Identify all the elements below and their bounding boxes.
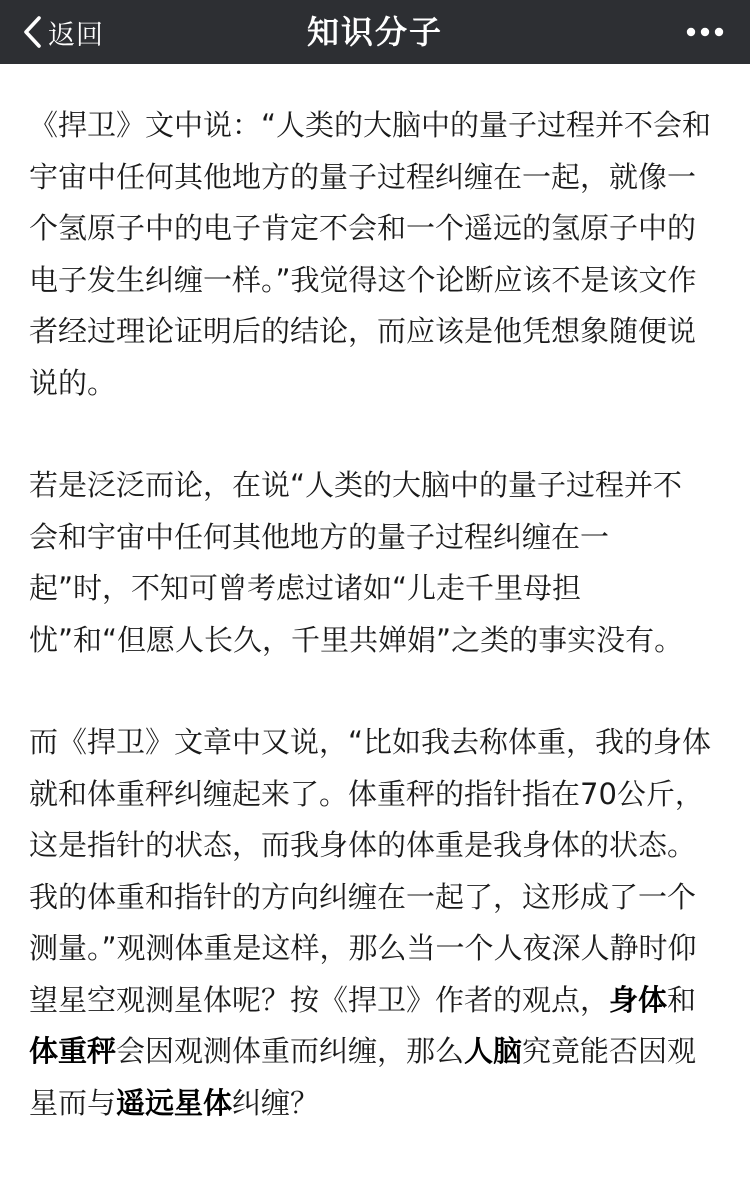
- article-paragraph-2: [29, 460, 723, 666]
- navigation-bar: [0, 0, 750, 64]
- paragraph-3-text-5: 纠缠？: [232, 1085, 320, 1120]
- highlight-distant-star: 遥远星体: [116, 1085, 233, 1120]
- paragraph-3-text-1: 而《捍卫》文章中又说，“比如我去称体重，我的身体就和体重秤纠缠起来了。体重秤的指针指在70公斤，这是指针的状态，而我身体的体重是我身体的状态。我的体重和指针的方向纠缠在一起了，这形成了一个测量。”观测体重是这样，那么当一个人夜深人静时仰望星空观测星体呢？按《捍卫》作者的观点，: [29, 725, 712, 1017]
- page-title: 知识分子: [306, 13, 443, 51]
- highlight-body: 身体: [609, 982, 668, 1017]
- article-paragraph-1: 《捍卫》文中说：“人类的大脑中的量子过程并不会和宇宙中任何其他地方的量子过程纠缠在一起，就像一个氢原子中的电子肯定不会和一个遥远的氢原子中的电子发生纠缠一样。”我觉得这个论断应该不是该文作者经过理论证明后的结论，而应该是他凭想象随便说说的。: [29, 108, 712, 400]
- article-paragraph-3: [29, 717, 723, 1129]
- back-button-label: 返回: [48, 19, 104, 51]
- article-body: [29, 64, 723, 1129]
- more-button[interactable]: [686, 0, 724, 64]
- back-button[interactable]: [22, 0, 104, 64]
- chevron-left-icon: [22, 15, 42, 49]
- paragraph-3-text-2: 和: [667, 982, 697, 1017]
- paragraph-2-line-3: 起”时，不知可曾考虑过诸如“儿走千里母担: [29, 571, 582, 605]
- paragraph-2-line-1: 若是泛泛而论，在说“人类的大脑中的量子过程并不: [29, 468, 683, 502]
- paragraph-3-text-4: 究竟能否因观星而与: [29, 1034, 697, 1120]
- highlight-scale: 体重秤: [29, 1034, 117, 1068]
- highlight-brain: 人脑: [464, 1034, 523, 1068]
- paragraph-3-text-3: 会因观测体重而纠缠，那么: [116, 1034, 465, 1068]
- more-horizontal-icon: [686, 27, 724, 37]
- paragraph-2-line-4: 忧”和“但愿人长久，千里共婵娟”之类的事实没有。: [29, 622, 684, 657]
- paragraph-2-line-2: 会和宇宙中任何其他地方的量子过程纠缠在一: [29, 519, 610, 554]
